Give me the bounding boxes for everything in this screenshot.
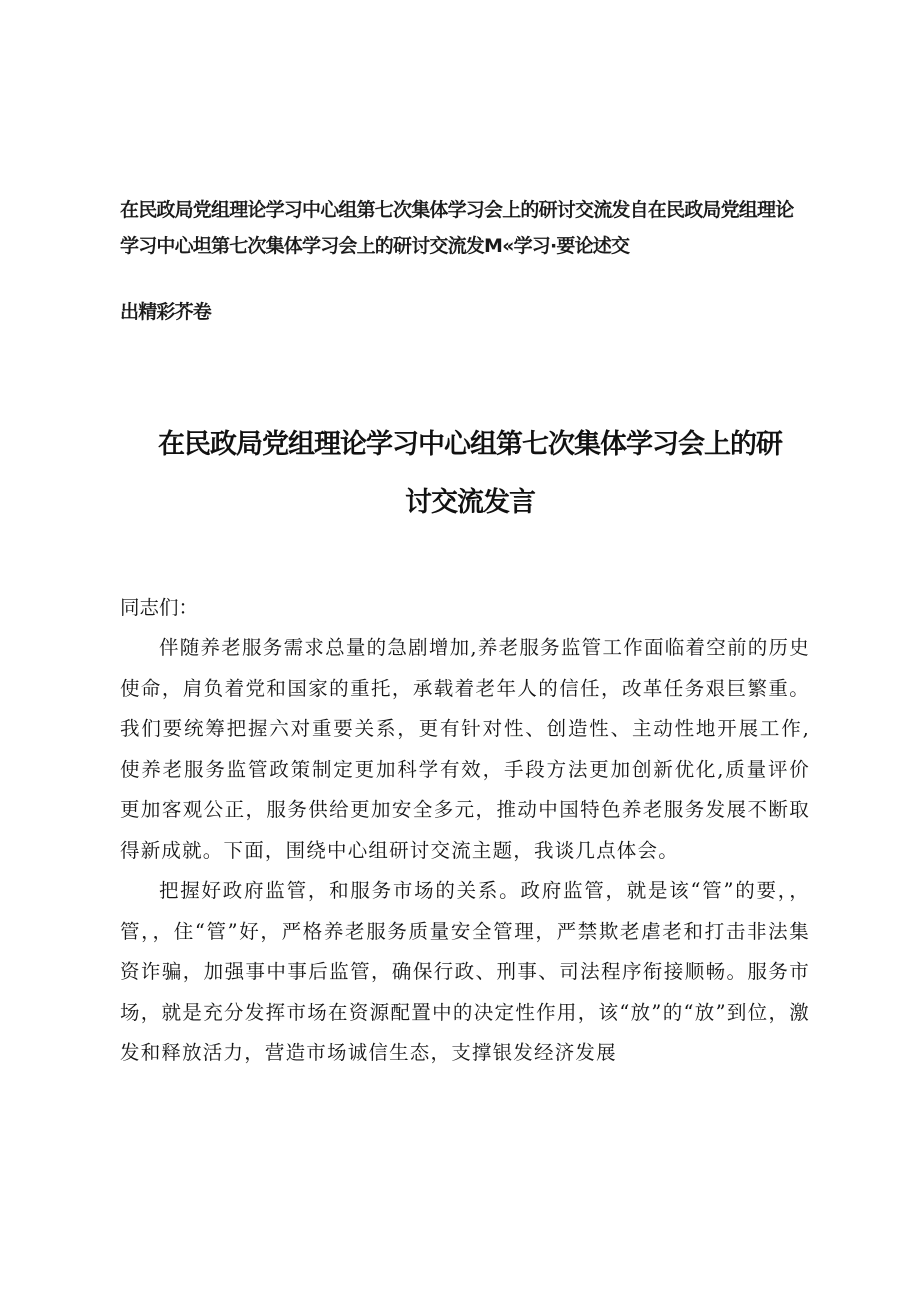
- header-line-1: 在民政局党组理论学习中心组第七次集体学习会上的研讨交流发自在民政局党组理论: [120, 199, 794, 221]
- title-line-2: 讨交流发言: [405, 487, 535, 518]
- header-line-2: 学习中心坦第七次集体学习会上的研讨交流发M«学习·要论述交: [120, 235, 630, 257]
- document-header: [120, 192, 820, 330]
- body-paragraph-1: 伴随养老服务需求总量的急剧增加,养老服务监管工作面临着空前的历史使命，肩负着党和国家的重托，承载着老年人的信任，改革任务艰巨繁重。我们要统筹把握六对重要关系，更有针对性、创造性、主动性地开展工作,使养老服务监管政策制定更加科学有效，手段方法更加创新优化,质量评价更加客观公正，服务供给更加安全多元，推动中国特色养老服务发展不断取得新成就。下面，围绕中心组研讨交流主题，我谈几点体会。: [120, 636, 810, 862]
- document-title: [120, 420, 820, 536]
- title-line-1: 在民政局党组理论学习中心组第七次集体学习会上的研: [158, 429, 782, 460]
- greeting: 同志们：: [120, 596, 199, 619]
- body-paragraph-2: 把握好政府监管，和服务市场的关系。政府监管，就是该“管”的要，，管，，住“管”好，严格养老服务质量安全管理，严禁欺老虐老和打击非法集资诈骗，加强事中事后监管，确保行政、刑事、司法程序衔接顺畅。服务市场，就是充分发挥市场在资源配置中的决定性作用，该“放”的“放”到位，激发和释放活力，营造市场诚信生态，支撑银发经济发展: [120, 879, 810, 1064]
- header-line-3: 出精彩芥卷: [120, 301, 212, 323]
- document-body: [120, 588, 810, 1074]
